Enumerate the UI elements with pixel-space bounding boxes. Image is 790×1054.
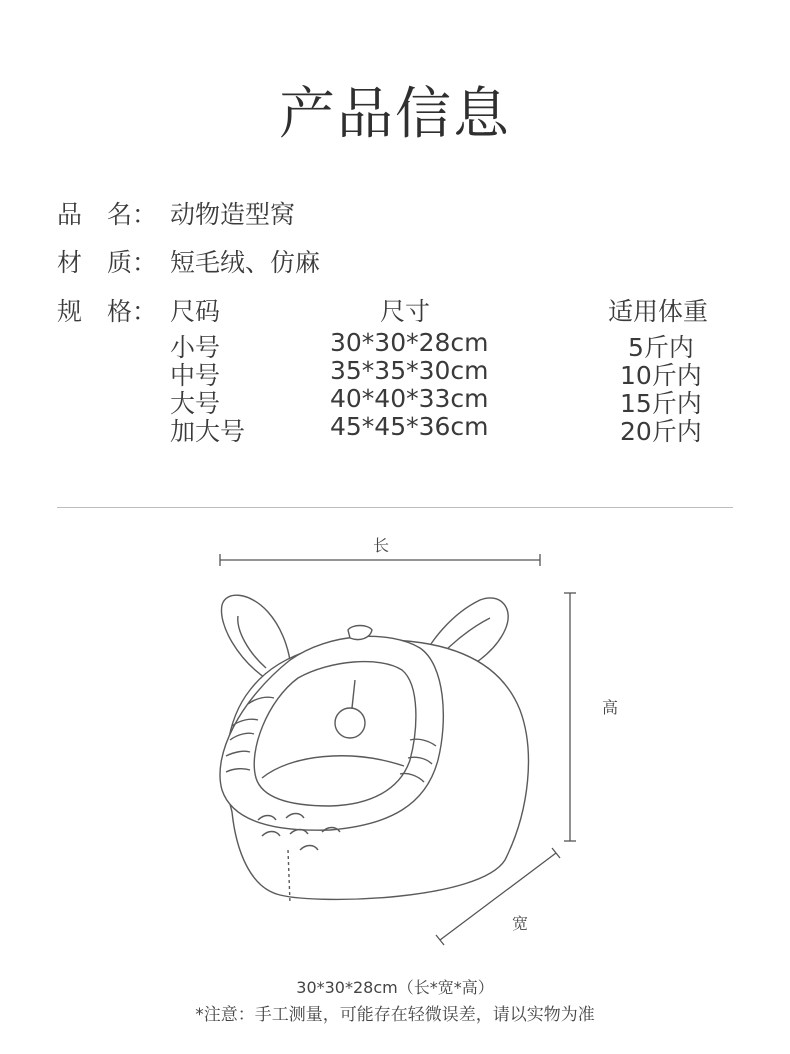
table-cell: 40*40*33cm: [330, 384, 489, 413]
width-label: 宽: [511, 914, 529, 933]
page-title: 产品信息: [279, 82, 511, 147]
material-label: 材 质：: [57, 248, 158, 277]
table-cell: 中号: [170, 361, 221, 390]
height-label: 高: [601, 698, 619, 717]
pet-bed-diagram: [0, 520, 790, 960]
header-dimensions: 尺寸: [380, 297, 431, 326]
material-value: 短毛绒、仿麻: [170, 248, 321, 277]
name-label: 品 名：: [57, 200, 158, 229]
table-cell: 5斤内: [628, 333, 694, 362]
table-cell: 小号: [170, 333, 221, 362]
table-cell: 35*35*30cm: [330, 356, 489, 385]
table-cell: 20斤内: [620, 417, 702, 446]
spec-material-row: [57, 243, 320, 279]
header-size: 尺码: [170, 297, 221, 326]
size-caption: 30*30*28cm（长*宽*高）: [296, 978, 494, 997]
table-cell: 15斤内: [620, 389, 702, 418]
disclaimer-caption: *注意：手工测量，可能存在轻微误差，请以实物为准: [195, 1005, 595, 1025]
length-label: 长: [372, 536, 390, 555]
table-cell: 大号: [170, 389, 221, 418]
spec-label: 规 格：: [57, 297, 158, 326]
table-cell: 30*30*28cm: [330, 328, 489, 357]
header-weight: 适用体重: [608, 297, 709, 326]
table-cell: 加大号: [170, 417, 246, 446]
spec-size-row: [57, 292, 170, 328]
table-cell: 10斤内: [620, 361, 702, 390]
section-divider: [57, 507, 733, 508]
pet-bed-illustration: [220, 595, 528, 903]
spec-name-row: [57, 195, 295, 231]
table-cell: 45*45*36cm: [330, 412, 489, 441]
name-value: 动物造型窝: [170, 200, 296, 229]
